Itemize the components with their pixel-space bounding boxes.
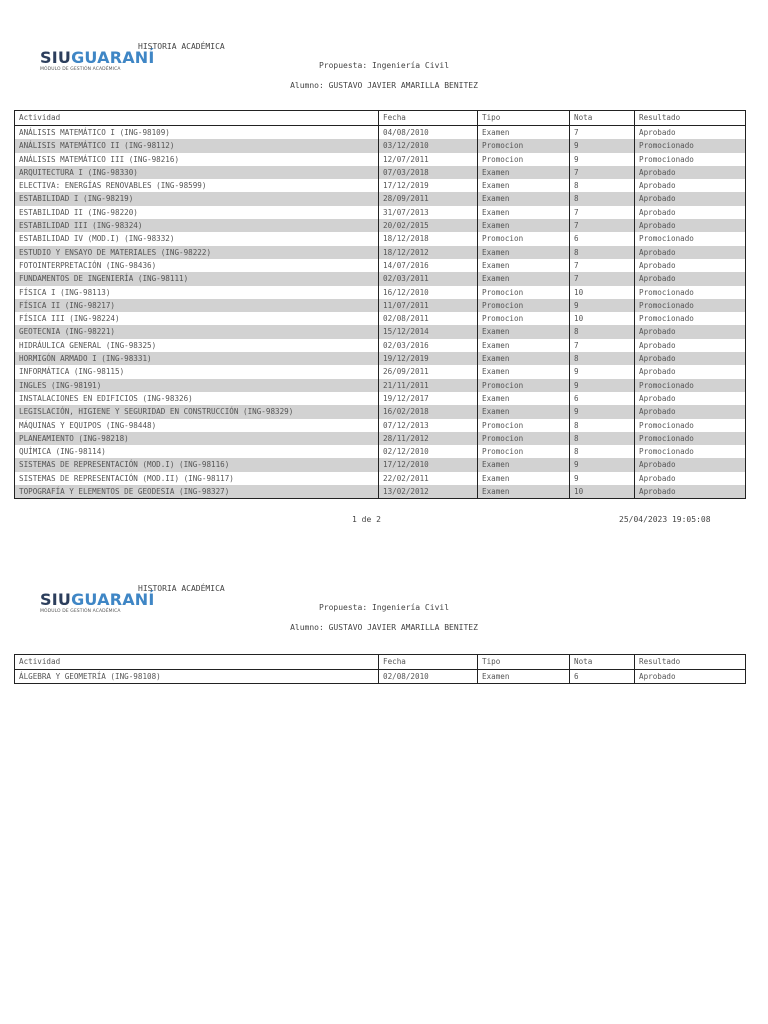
cell-fecha: 02/08/2010 — [379, 670, 478, 684]
cell-tipo: Examen — [478, 405, 570, 418]
column-header-fecha: Fecha — [379, 111, 478, 126]
cell-resultado: Aprobado — [635, 339, 746, 352]
cell-fecha: 07/12/2013 — [379, 419, 478, 432]
table-row — [15, 419, 746, 432]
cell-fecha: 02/12/2010 — [379, 445, 478, 458]
table-row — [15, 139, 746, 152]
cell-nota: 7 — [570, 126, 635, 140]
cell-fecha: 19/12/2017 — [379, 392, 478, 405]
cell-actividad: ESTABILIDAD II (ING-98220) — [15, 206, 379, 219]
cell-tipo: Promocion — [478, 139, 570, 152]
cell-fecha: 14/07/2016 — [379, 259, 478, 272]
cell-resultado: Aprobado — [635, 179, 746, 192]
cell-actividad: PLANEAMIENTO (ING-98218) — [15, 432, 379, 445]
cell-nota: 9 — [570, 153, 635, 166]
cell-fecha: 31/07/2013 — [379, 206, 478, 219]
cell-actividad: FÍSICA III (ING-98224) — [15, 312, 379, 325]
cell-fecha: 18/12/2012 — [379, 246, 478, 259]
cell-tipo: Examen — [478, 670, 570, 684]
cell-tipo: Examen — [478, 365, 570, 378]
cell-nota: 7 — [570, 259, 635, 272]
cell-fecha: 16/02/2018 — [379, 405, 478, 418]
cell-resultado: Aprobado — [635, 192, 746, 205]
table-row — [15, 392, 746, 405]
cell-nota: 9 — [570, 299, 635, 312]
table-row — [15, 179, 746, 192]
document-title: HISTORIA ACADÉMICA — [138, 42, 225, 51]
cell-tipo: Examen — [478, 166, 570, 179]
cell-tipo: Promocion — [478, 286, 570, 299]
cell-actividad: ESTABILIDAD I (ING-98219) — [15, 192, 379, 205]
cell-nota: 7 — [570, 206, 635, 219]
cell-fecha: 17/12/2019 — [379, 179, 478, 192]
cell-resultado: Aprobado — [635, 325, 746, 338]
cell-tipo: Examen — [478, 472, 570, 485]
cell-tipo: Examen — [478, 219, 570, 232]
table-row — [15, 312, 746, 325]
cell-resultado: Promocionado — [635, 153, 746, 166]
cell-actividad: FÍSICA II (ING-98217) — [15, 299, 379, 312]
column-header-resultado: Resultado — [635, 655, 746, 670]
cell-actividad: MÁQUINAS Y EQUIPOS (ING-98448) — [15, 419, 379, 432]
table-row — [15, 272, 746, 285]
cell-nota: 9 — [570, 458, 635, 471]
table-row — [15, 219, 746, 232]
table-row — [15, 192, 746, 205]
cell-nota: 9 — [570, 379, 635, 392]
table-row — [15, 153, 746, 166]
cell-fecha: 22/02/2011 — [379, 472, 478, 485]
column-header-resultado: Resultado — [635, 111, 746, 126]
cell-resultado: Aprobado — [635, 365, 746, 378]
cell-resultado: Aprobado — [635, 246, 746, 259]
siu-guarani-logo: SIUGUARANÍ MÓDULO DE GESTIÓN ACADÉMICA — [40, 48, 155, 72]
propuesta-label: Propuesta: Ingeniería Civil — [318, 603, 450, 612]
cell-nota: 8 — [570, 179, 635, 192]
cell-resultado: Aprobado — [635, 472, 746, 485]
table-row — [15, 259, 746, 272]
cell-fecha: 07/03/2018 — [379, 166, 478, 179]
cell-tipo: Examen — [478, 485, 570, 499]
grades-table — [14, 110, 746, 499]
generated-timestamp: 25/04/2023 19:05:08 — [619, 515, 711, 524]
cell-fecha: 02/08/2011 — [379, 312, 478, 325]
cell-actividad: FOTOINTERPRETACIÓN (ING-98436) — [15, 259, 379, 272]
logo-subtitle: MÓDULO DE GESTIÓN ACADÉMICA — [40, 67, 121, 72]
cell-resultado: Aprobado — [635, 392, 746, 405]
cell-nota: 8 — [570, 192, 635, 205]
cell-resultado: Promocionado — [635, 139, 746, 152]
cell-resultado: Aprobado — [635, 485, 746, 499]
column-header-actividad: Actividad — [15, 655, 379, 670]
cell-nota: 8 — [570, 246, 635, 259]
cell-tipo: Examen — [478, 325, 570, 338]
cell-fecha: 17/12/2010 — [379, 458, 478, 471]
siu-guarani-logo: SIUGUARANÍ MÓDULO DE GESTIÓN ACADÉMICA — [40, 590, 155, 614]
cell-fecha: 28/09/2011 — [379, 192, 478, 205]
cell-nota: 7 — [570, 339, 635, 352]
cell-nota: 7 — [570, 219, 635, 232]
grades-table-body — [15, 126, 746, 499]
cell-actividad: TOPOGRAFÍA Y ELEMENTOS DE GEODESIA (ING-98327) — [15, 485, 379, 499]
table-row — [15, 325, 746, 338]
cell-resultado: Promocionado — [635, 286, 746, 299]
table-row — [15, 286, 746, 299]
column-header-nota: Nota — [570, 111, 635, 126]
cell-resultado: Promocionado — [635, 299, 746, 312]
cell-resultado: Aprobado — [635, 670, 746, 684]
cell-nota: 10 — [570, 286, 635, 299]
table-row — [15, 472, 746, 485]
cell-tipo: Examen — [478, 179, 570, 192]
cell-resultado: Aprobado — [635, 206, 746, 219]
cell-nota: 8 — [570, 352, 635, 365]
table-header-row — [15, 655, 746, 670]
table-row — [15, 379, 746, 392]
cell-actividad: SISTEMAS DE REPRESENTACIÓN (MOD.II) (ING-98117) — [15, 472, 379, 485]
cell-actividad: INGLES (ING-98191) — [15, 379, 379, 392]
cell-resultado: Aprobado — [635, 126, 746, 140]
cell-nota: 7 — [570, 272, 635, 285]
cell-fecha: 11/07/2011 — [379, 299, 478, 312]
cell-fecha: 03/12/2010 — [379, 139, 478, 152]
cell-resultado: Aprobado — [635, 352, 746, 365]
cell-resultado: Aprobado — [635, 458, 746, 471]
cell-tipo: Examen — [478, 352, 570, 365]
cell-resultado: Promocionado — [635, 312, 746, 325]
cell-resultado: Aprobado — [635, 219, 746, 232]
column-header-tipo: Tipo — [478, 655, 570, 670]
cell-resultado: Promocionado — [635, 232, 746, 245]
cell-tipo: Promocion — [478, 153, 570, 166]
cell-actividad: ESTUDIO Y ENSAYO DE MATERIALES (ING-98222) — [15, 246, 379, 259]
cell-actividad: LEGISLACIÓN, HIGIENE Y SEGURIDAD EN CONSTRUCCIÓN (ING-98329) — [15, 405, 379, 418]
cell-fecha: 02/03/2011 — [379, 272, 478, 285]
logo-subtitle: MÓDULO DE GESTIÓN ACADÉMICA — [40, 609, 121, 614]
table-row — [15, 299, 746, 312]
cell-fecha: 15/12/2014 — [379, 325, 478, 338]
cell-nota: 10 — [570, 485, 635, 499]
cell-resultado: Promocionado — [635, 432, 746, 445]
column-header-nota: Nota — [570, 655, 635, 670]
cell-tipo: Promocion — [478, 299, 570, 312]
cell-nota: 6 — [570, 670, 635, 684]
column-header-actividad: Actividad — [15, 111, 379, 126]
cell-actividad: ELECTIVA: ENERGÍAS RENOVABLES (ING-98599) — [15, 179, 379, 192]
table-row — [15, 432, 746, 445]
table-header-row — [15, 111, 746, 126]
document-title: HISTORIA ACADÉMICA — [138, 584, 225, 593]
cell-nota: 9 — [570, 365, 635, 378]
table-row — [15, 339, 746, 352]
cell-nota: 8 — [570, 445, 635, 458]
cell-tipo: Examen — [478, 339, 570, 352]
cell-resultado: Promocionado — [635, 379, 746, 392]
cell-fecha: 20/02/2015 — [379, 219, 478, 232]
cell-resultado: Promocionado — [635, 419, 746, 432]
table-row — [15, 485, 746, 499]
table-row — [15, 670, 746, 684]
cell-actividad: ESTABILIDAD III (ING-98324) — [15, 219, 379, 232]
cell-tipo: Examen — [478, 206, 570, 219]
cell-tipo: Examen — [478, 272, 570, 285]
cell-fecha: 28/11/2012 — [379, 432, 478, 445]
cell-actividad: ANÁLISIS MATEMÁTICO II (ING-98112) — [15, 139, 379, 152]
cell-tipo: Examen — [478, 458, 570, 471]
column-header-tipo: Tipo — [478, 111, 570, 126]
cell-tipo: Examen — [478, 246, 570, 259]
cell-resultado: Aprobado — [635, 259, 746, 272]
cell-actividad: ANÁLISIS MATEMÁTICO III (ING-98216) — [15, 153, 379, 166]
cell-actividad: HIDRÁULICA GENERAL (ING-98325) — [15, 339, 379, 352]
column-header-fecha: Fecha — [379, 655, 478, 670]
table-row — [15, 405, 746, 418]
table-row — [15, 206, 746, 219]
cell-tipo: Promocion — [478, 419, 570, 432]
cell-fecha: 19/12/2019 — [379, 352, 478, 365]
cell-actividad: SISTEMAS DE REPRESENTACIÓN (MOD.I) (ING-98116) — [15, 458, 379, 471]
table-row — [15, 126, 746, 140]
propuesta-label: Propuesta: Ingeniería Civil — [318, 61, 450, 70]
cell-nota: 7 — [570, 166, 635, 179]
cell-tipo: Examen — [478, 392, 570, 405]
cell-nota: 6 — [570, 392, 635, 405]
cell-tipo: Promocion — [478, 432, 570, 445]
cell-resultado: Aprobado — [635, 405, 746, 418]
cell-tipo: Promocion — [478, 445, 570, 458]
table-row — [15, 365, 746, 378]
table-row — [15, 232, 746, 245]
cell-nota: 8 — [570, 419, 635, 432]
cell-actividad: QUÍMICA (ING-98114) — [15, 445, 379, 458]
cell-nota: 9 — [570, 405, 635, 418]
cell-actividad: INFORMÁTICA (ING-98115) — [15, 365, 379, 378]
cell-fecha: 26/09/2011 — [379, 365, 478, 378]
cell-actividad: INSTALACIONES EN EDIFICIOS (ING-98326) — [15, 392, 379, 405]
cell-actividad: ARQUITECTURA I (ING-98330) — [15, 166, 379, 179]
table-row — [15, 246, 746, 259]
cell-tipo: Promocion — [478, 232, 570, 245]
cell-actividad: HORMIGÓN ARMADO I (ING-98331) — [15, 352, 379, 365]
cell-resultado: Aprobado — [635, 166, 746, 179]
cell-actividad: FÍSICA I (ING-98113) — [15, 286, 379, 299]
cell-nota: 9 — [570, 472, 635, 485]
cell-actividad: GEOTECNIA (ING-98221) — [15, 325, 379, 338]
cell-fecha: 12/07/2011 — [379, 153, 478, 166]
cell-tipo: Promocion — [478, 379, 570, 392]
table-row — [15, 458, 746, 471]
cell-resultado: Aprobado — [635, 272, 746, 285]
cell-tipo: Promocion — [478, 312, 570, 325]
page-number: 1 de 2 — [352, 515, 381, 524]
cell-actividad: ANÁLISIS MATEMÁTICO I (ING-98109) — [15, 126, 379, 140]
cell-fecha: 18/12/2018 — [379, 232, 478, 245]
cell-fecha: 21/11/2011 — [379, 379, 478, 392]
cell-tipo: Examen — [478, 259, 570, 272]
table-row — [15, 445, 746, 458]
cell-nota: 10 — [570, 312, 635, 325]
cell-tipo: Examen — [478, 192, 570, 205]
cell-fecha: 16/12/2010 — [379, 286, 478, 299]
alumno-label: Alumno: GUSTAVO JAVIER AMARILLA BENITEZ — [290, 81, 478, 90]
cell-resultado: Promocionado — [635, 445, 746, 458]
table-row — [15, 166, 746, 179]
alumno-label: Alumno: GUSTAVO JAVIER AMARILLA BENITEZ — [290, 623, 478, 632]
cell-nota: 6 — [570, 232, 635, 245]
cell-actividad: ÁLGEBRA Y GEOMETRÍA (ING-98108) — [15, 670, 379, 684]
grades-table — [14, 654, 746, 684]
cell-tipo: Examen — [478, 126, 570, 140]
cell-nota: 8 — [570, 325, 635, 338]
cell-fecha: 04/08/2010 — [379, 126, 478, 140]
cell-fecha: 02/03/2016 — [379, 339, 478, 352]
grades-table-body — [15, 670, 746, 684]
cell-actividad: ESTABILIDAD IV (MOD.I) (ING-98332) — [15, 232, 379, 245]
report-page-2 — [0, 542, 768, 1022]
cell-actividad: FUNDAMENTOS DE INGENIERÍA (ING-98111) — [15, 272, 379, 285]
cell-nota: 8 — [570, 432, 635, 445]
cell-nota: 9 — [570, 139, 635, 152]
cell-fecha: 13/02/2012 — [379, 485, 478, 499]
table-row — [15, 352, 746, 365]
